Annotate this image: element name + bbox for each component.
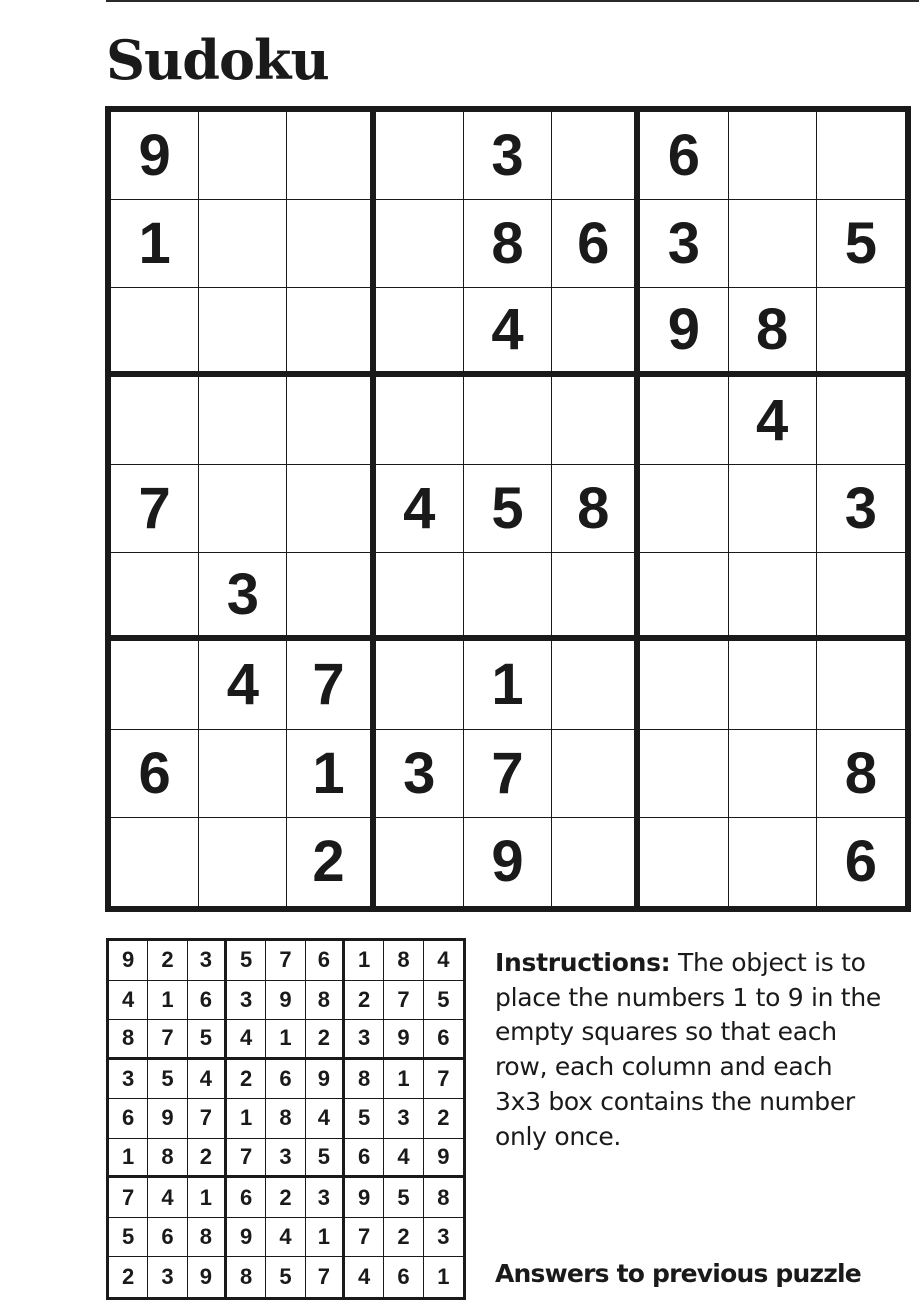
answer-cell: 4 bbox=[424, 941, 463, 981]
answer-cell: 2 bbox=[384, 1218, 423, 1258]
answer-cell: 4 bbox=[227, 1020, 266, 1060]
answer-cell: 5 bbox=[306, 1139, 345, 1179]
sudoku-cell: 3 bbox=[464, 112, 552, 200]
answer-cell: 4 bbox=[188, 1060, 227, 1100]
sudoku-cell: 9 bbox=[640, 288, 728, 376]
answer-cell: 6 bbox=[345, 1139, 384, 1179]
answer-cell: 8 bbox=[345, 1060, 384, 1100]
sudoku-cell[interactable] bbox=[552, 730, 640, 818]
answer-cell: 1 bbox=[384, 1060, 423, 1100]
answer-cell: 2 bbox=[266, 1178, 305, 1218]
answer-cell: 2 bbox=[148, 941, 187, 981]
sudoku-cell: 5 bbox=[817, 200, 905, 288]
sudoku-cell[interactable] bbox=[552, 112, 640, 200]
answer-cell: 3 bbox=[148, 1257, 187, 1297]
sudoku-cell[interactable] bbox=[817, 288, 905, 376]
sudoku-cell[interactable] bbox=[199, 818, 287, 906]
answer-cell: 3 bbox=[384, 1099, 423, 1139]
sudoku-cell[interactable] bbox=[287, 112, 375, 200]
answer-cell: 1 bbox=[109, 1139, 148, 1179]
answer-cell: 7 bbox=[148, 1020, 187, 1060]
answer-cell: 9 bbox=[266, 981, 305, 1021]
sudoku-cell[interactable] bbox=[287, 200, 375, 288]
sudoku-cell[interactable] bbox=[729, 553, 817, 641]
answer-cell: 5 bbox=[384, 1178, 423, 1218]
sudoku-cell[interactable] bbox=[287, 465, 375, 553]
answer-cell: 6 bbox=[148, 1218, 187, 1258]
answer-cell: 2 bbox=[109, 1257, 148, 1297]
sudoku-cell: 3 bbox=[376, 730, 464, 818]
sudoku-cell: 3 bbox=[817, 465, 905, 553]
sudoku-cell[interactable] bbox=[552, 553, 640, 641]
answer-cell: 1 bbox=[306, 1218, 345, 1258]
sudoku-cell[interactable] bbox=[729, 641, 817, 729]
answer-cell: 4 bbox=[148, 1178, 187, 1218]
answer-cell: 8 bbox=[306, 981, 345, 1021]
sudoku-cell[interactable] bbox=[464, 377, 552, 465]
sudoku-cell[interactable] bbox=[199, 112, 287, 200]
answer-cell: 9 bbox=[345, 1178, 384, 1218]
answer-cell: 4 bbox=[384, 1139, 423, 1179]
answer-cell: 3 bbox=[188, 941, 227, 981]
sudoku-cell[interactable] bbox=[199, 288, 287, 376]
sudoku-cell: 7 bbox=[111, 465, 199, 553]
answer-cell: 6 bbox=[109, 1099, 148, 1139]
sudoku-cell[interactable] bbox=[111, 377, 199, 465]
answer-cell: 4 bbox=[306, 1099, 345, 1139]
sudoku-cell[interactable] bbox=[111, 288, 199, 376]
answer-cell: 5 bbox=[227, 941, 266, 981]
answer-cell: 6 bbox=[384, 1257, 423, 1297]
sudoku-cell[interactable] bbox=[729, 730, 817, 818]
sudoku-cell: 9 bbox=[111, 112, 199, 200]
answer-cell: 9 bbox=[109, 941, 148, 981]
sudoku-cell[interactable] bbox=[376, 200, 464, 288]
answer-cell: 1 bbox=[266, 1020, 305, 1060]
answer-cell: 1 bbox=[188, 1178, 227, 1218]
answer-cell: 8 bbox=[266, 1099, 305, 1139]
answer-cell: 8 bbox=[227, 1257, 266, 1297]
sudoku-cell: 4 bbox=[464, 288, 552, 376]
sudoku-cell[interactable] bbox=[640, 465, 728, 553]
answer-cell: 5 bbox=[266, 1257, 305, 1297]
answer-cell: 9 bbox=[188, 1257, 227, 1297]
answer-cell: 4 bbox=[345, 1257, 384, 1297]
sudoku-cell: 8 bbox=[729, 288, 817, 376]
sudoku-cell[interactable] bbox=[199, 377, 287, 465]
sudoku-cell[interactable] bbox=[640, 377, 728, 465]
answer-cell: 8 bbox=[109, 1020, 148, 1060]
sudoku-cell[interactable] bbox=[552, 377, 640, 465]
sudoku-cell[interactable] bbox=[376, 553, 464, 641]
sudoku-cell: 4 bbox=[729, 377, 817, 465]
sudoku-cell[interactable] bbox=[376, 377, 464, 465]
answer-cell: 1 bbox=[345, 941, 384, 981]
sudoku-cell[interactable] bbox=[729, 818, 817, 906]
sudoku-cell[interactable] bbox=[287, 377, 375, 465]
sudoku-cell: 7 bbox=[287, 641, 375, 729]
sudoku-cell: 2 bbox=[287, 818, 375, 906]
answers-label: Answers to previous puzzle bbox=[495, 1259, 861, 1288]
answer-cell: 6 bbox=[306, 941, 345, 981]
answer-cell: 1 bbox=[437, 1264, 450, 1290]
answer-cell: 9 bbox=[227, 1218, 266, 1258]
answer-cell: 7 bbox=[345, 1218, 384, 1258]
answer-cell: 7 bbox=[109, 1178, 148, 1218]
answer-cell: 7 bbox=[384, 981, 423, 1021]
sudoku-cell[interactable] bbox=[199, 465, 287, 553]
answer-cell: 7 bbox=[227, 1139, 266, 1179]
sudoku-cell[interactable] bbox=[376, 288, 464, 376]
answer-cell: 8 bbox=[188, 1218, 227, 1258]
sudoku-cell: 3 bbox=[199, 553, 287, 641]
sudoku-cell: 6 bbox=[111, 730, 199, 818]
page-title: Sudoku bbox=[106, 28, 329, 92]
sudoku-cell[interactable] bbox=[287, 288, 375, 376]
top-rule bbox=[106, 0, 919, 2]
answer-cell: 3 bbox=[424, 1218, 463, 1258]
answer-cell: 2 bbox=[227, 1060, 266, 1100]
answer-cell: 7 bbox=[188, 1099, 227, 1139]
sudoku-cell: 8 bbox=[464, 200, 552, 288]
answer-cell: 3 bbox=[227, 981, 266, 1021]
sudoku-cell: 8 bbox=[552, 465, 640, 553]
answer-cell: 7 bbox=[306, 1257, 345, 1297]
instructions-label: Instructions: bbox=[495, 948, 671, 977]
sudoku-cell: 4 bbox=[199, 641, 287, 729]
sudoku-cell[interactable] bbox=[376, 641, 464, 729]
answer-cell: 3 bbox=[306, 1178, 345, 1218]
sudoku-cell[interactable] bbox=[111, 553, 199, 641]
sudoku-cell: 1 bbox=[287, 730, 375, 818]
sudoku-cell[interactable] bbox=[817, 112, 905, 200]
answer-cell: 4 bbox=[266, 1218, 305, 1258]
answer-cell: 8 bbox=[384, 941, 423, 981]
sudoku-cell: 1 bbox=[464, 641, 552, 729]
sudoku-cell[interactable] bbox=[640, 730, 728, 818]
answer-cell: 2 bbox=[306, 1020, 345, 1060]
sudoku-cell[interactable] bbox=[817, 641, 905, 729]
sudoku-cell[interactable] bbox=[729, 465, 817, 553]
sudoku-cell: 6 bbox=[640, 112, 728, 200]
answer-cell: 9 bbox=[148, 1099, 187, 1139]
sudoku-cell[interactable] bbox=[199, 200, 287, 288]
answer-cell: 2 bbox=[424, 1099, 463, 1139]
answer-cell: 6 bbox=[266, 1060, 305, 1100]
answer-cell: 5 bbox=[148, 1060, 187, 1100]
previous-answers-grid bbox=[106, 938, 466, 1300]
answer-cell: 8 bbox=[424, 1178, 463, 1218]
sudoku-cell: 6 bbox=[844, 829, 877, 895]
sudoku-cell[interactable] bbox=[640, 641, 728, 729]
sudoku-cell[interactable] bbox=[552, 818, 640, 906]
sudoku-cell: 8 bbox=[817, 730, 905, 818]
sudoku-cell[interactable] bbox=[376, 818, 464, 906]
sudoku-cell[interactable] bbox=[729, 112, 817, 200]
sudoku-cell[interactable] bbox=[287, 553, 375, 641]
sudoku-cell: 5 bbox=[464, 465, 552, 553]
answer-cell: 2 bbox=[188, 1139, 227, 1179]
answer-cell: 8 bbox=[148, 1139, 187, 1179]
sudoku-cell[interactable] bbox=[111, 818, 199, 906]
answer-cell: 9 bbox=[384, 1020, 423, 1060]
answer-cell: 6 bbox=[424, 1020, 463, 1060]
answer-cell: 3 bbox=[266, 1139, 305, 1179]
answer-cell: 5 bbox=[188, 1020, 227, 1060]
sudoku-cell[interactable] bbox=[376, 112, 464, 200]
answer-cell: 9 bbox=[306, 1060, 345, 1100]
sudoku-cell[interactable] bbox=[640, 818, 728, 906]
instructions-text: The object is to place the numbers 1 to 9 in the empty squares so that each row, each column and each 3x3 box contains the number only once. bbox=[495, 948, 881, 1151]
sudoku-cell: 9 bbox=[464, 818, 552, 906]
answer-cell: 7 bbox=[266, 941, 305, 981]
answer-cell: 6 bbox=[188, 981, 227, 1021]
sudoku-cell: 4 bbox=[376, 465, 464, 553]
instructions bbox=[495, 946, 885, 1154]
sudoku-cell[interactable] bbox=[552, 288, 640, 376]
answer-cell: 1 bbox=[148, 981, 187, 1021]
answer-cell: 9 bbox=[424, 1139, 463, 1179]
sudoku-cell[interactable] bbox=[111, 641, 199, 729]
answer-cell: 3 bbox=[345, 1020, 384, 1060]
sudoku-cell[interactable] bbox=[817, 553, 905, 641]
answer-cell: 7 bbox=[424, 1060, 463, 1100]
sudoku-cell: 6 bbox=[552, 200, 640, 288]
answer-cell: 5 bbox=[109, 1218, 148, 1258]
answer-cell: 6 bbox=[227, 1178, 266, 1218]
answer-cell: 1 bbox=[227, 1099, 266, 1139]
answer-cell: 4 bbox=[109, 981, 148, 1021]
answer-cell: 3 bbox=[109, 1060, 148, 1100]
sudoku-cell: 3 bbox=[640, 200, 728, 288]
sudoku-puzzle-grid bbox=[105, 106, 911, 912]
sudoku-cell[interactable] bbox=[464, 553, 552, 641]
answer-cell: 5 bbox=[345, 1099, 384, 1139]
sudoku-cell[interactable] bbox=[817, 377, 905, 465]
answer-cell: 2 bbox=[345, 981, 384, 1021]
sudoku-cell[interactable] bbox=[199, 730, 287, 818]
sudoku-cell[interactable] bbox=[729, 200, 817, 288]
sudoku-cell: 7 bbox=[464, 730, 552, 818]
sudoku-cell[interactable] bbox=[552, 641, 640, 729]
sudoku-cell[interactable] bbox=[640, 553, 728, 641]
sudoku-cell: 1 bbox=[111, 200, 199, 288]
answer-cell: 5 bbox=[424, 981, 463, 1021]
